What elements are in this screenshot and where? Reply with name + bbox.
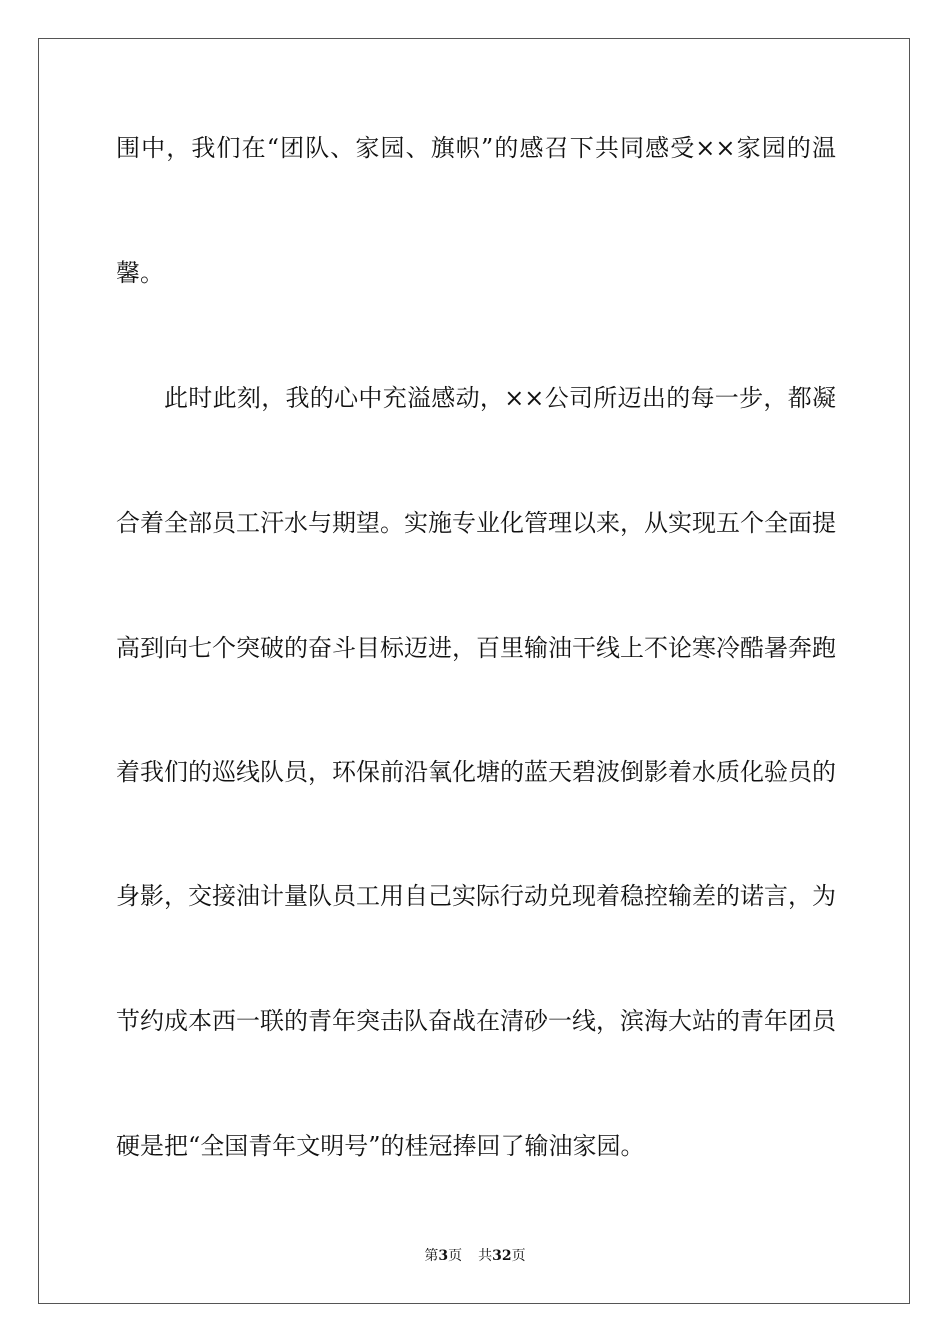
paragraph-line: 此时此刻，我的心中充溢感动，××公司所迈出的每一步，都凝 bbox=[164, 384, 836, 412]
paragraph-line: 硬是把“全国青年文明号”的桂冠捧回了输油家园。 bbox=[116, 1132, 645, 1160]
page-border bbox=[38, 38, 910, 1304]
total-suffix: 页 bbox=[511, 1248, 526, 1264]
paragraph-line: 着我们的巡线队员，环保前沿氧化塘的蓝天碧波倒影着水质化验员的 bbox=[116, 758, 836, 786]
page-suffix: 页 bbox=[448, 1248, 463, 1264]
paragraph-line: 节约成本西一联的青年突击队奋战在清砂一线，滨海大站的青年团员 bbox=[116, 1007, 836, 1035]
paragraph-line: 合着全部员工汗水与期望。实施专业化管理以来，从实现五个全面提 bbox=[116, 509, 836, 537]
paragraph-line: 高到向七个突破的奋斗目标迈进，百里输油干线上不论寒冷酷暑奔跑 bbox=[116, 634, 836, 662]
paragraph-line: 围中，我们在“团队、家园、旗帜”的感召下共同感受××家园的温 bbox=[116, 134, 836, 162]
paragraph-line: 馨。 bbox=[116, 259, 164, 287]
page-prefix: 第 bbox=[424, 1248, 439, 1264]
page-footer bbox=[0, 1247, 950, 1265]
paragraph-line: 身影，交接油计量队员工用自己实际行动兑现着稳控输差的诺言，为 bbox=[116, 882, 836, 910]
page-number: 3 bbox=[438, 1248, 449, 1264]
total-pages: 32 bbox=[492, 1248, 512, 1264]
total-prefix: 共 bbox=[478, 1248, 493, 1264]
